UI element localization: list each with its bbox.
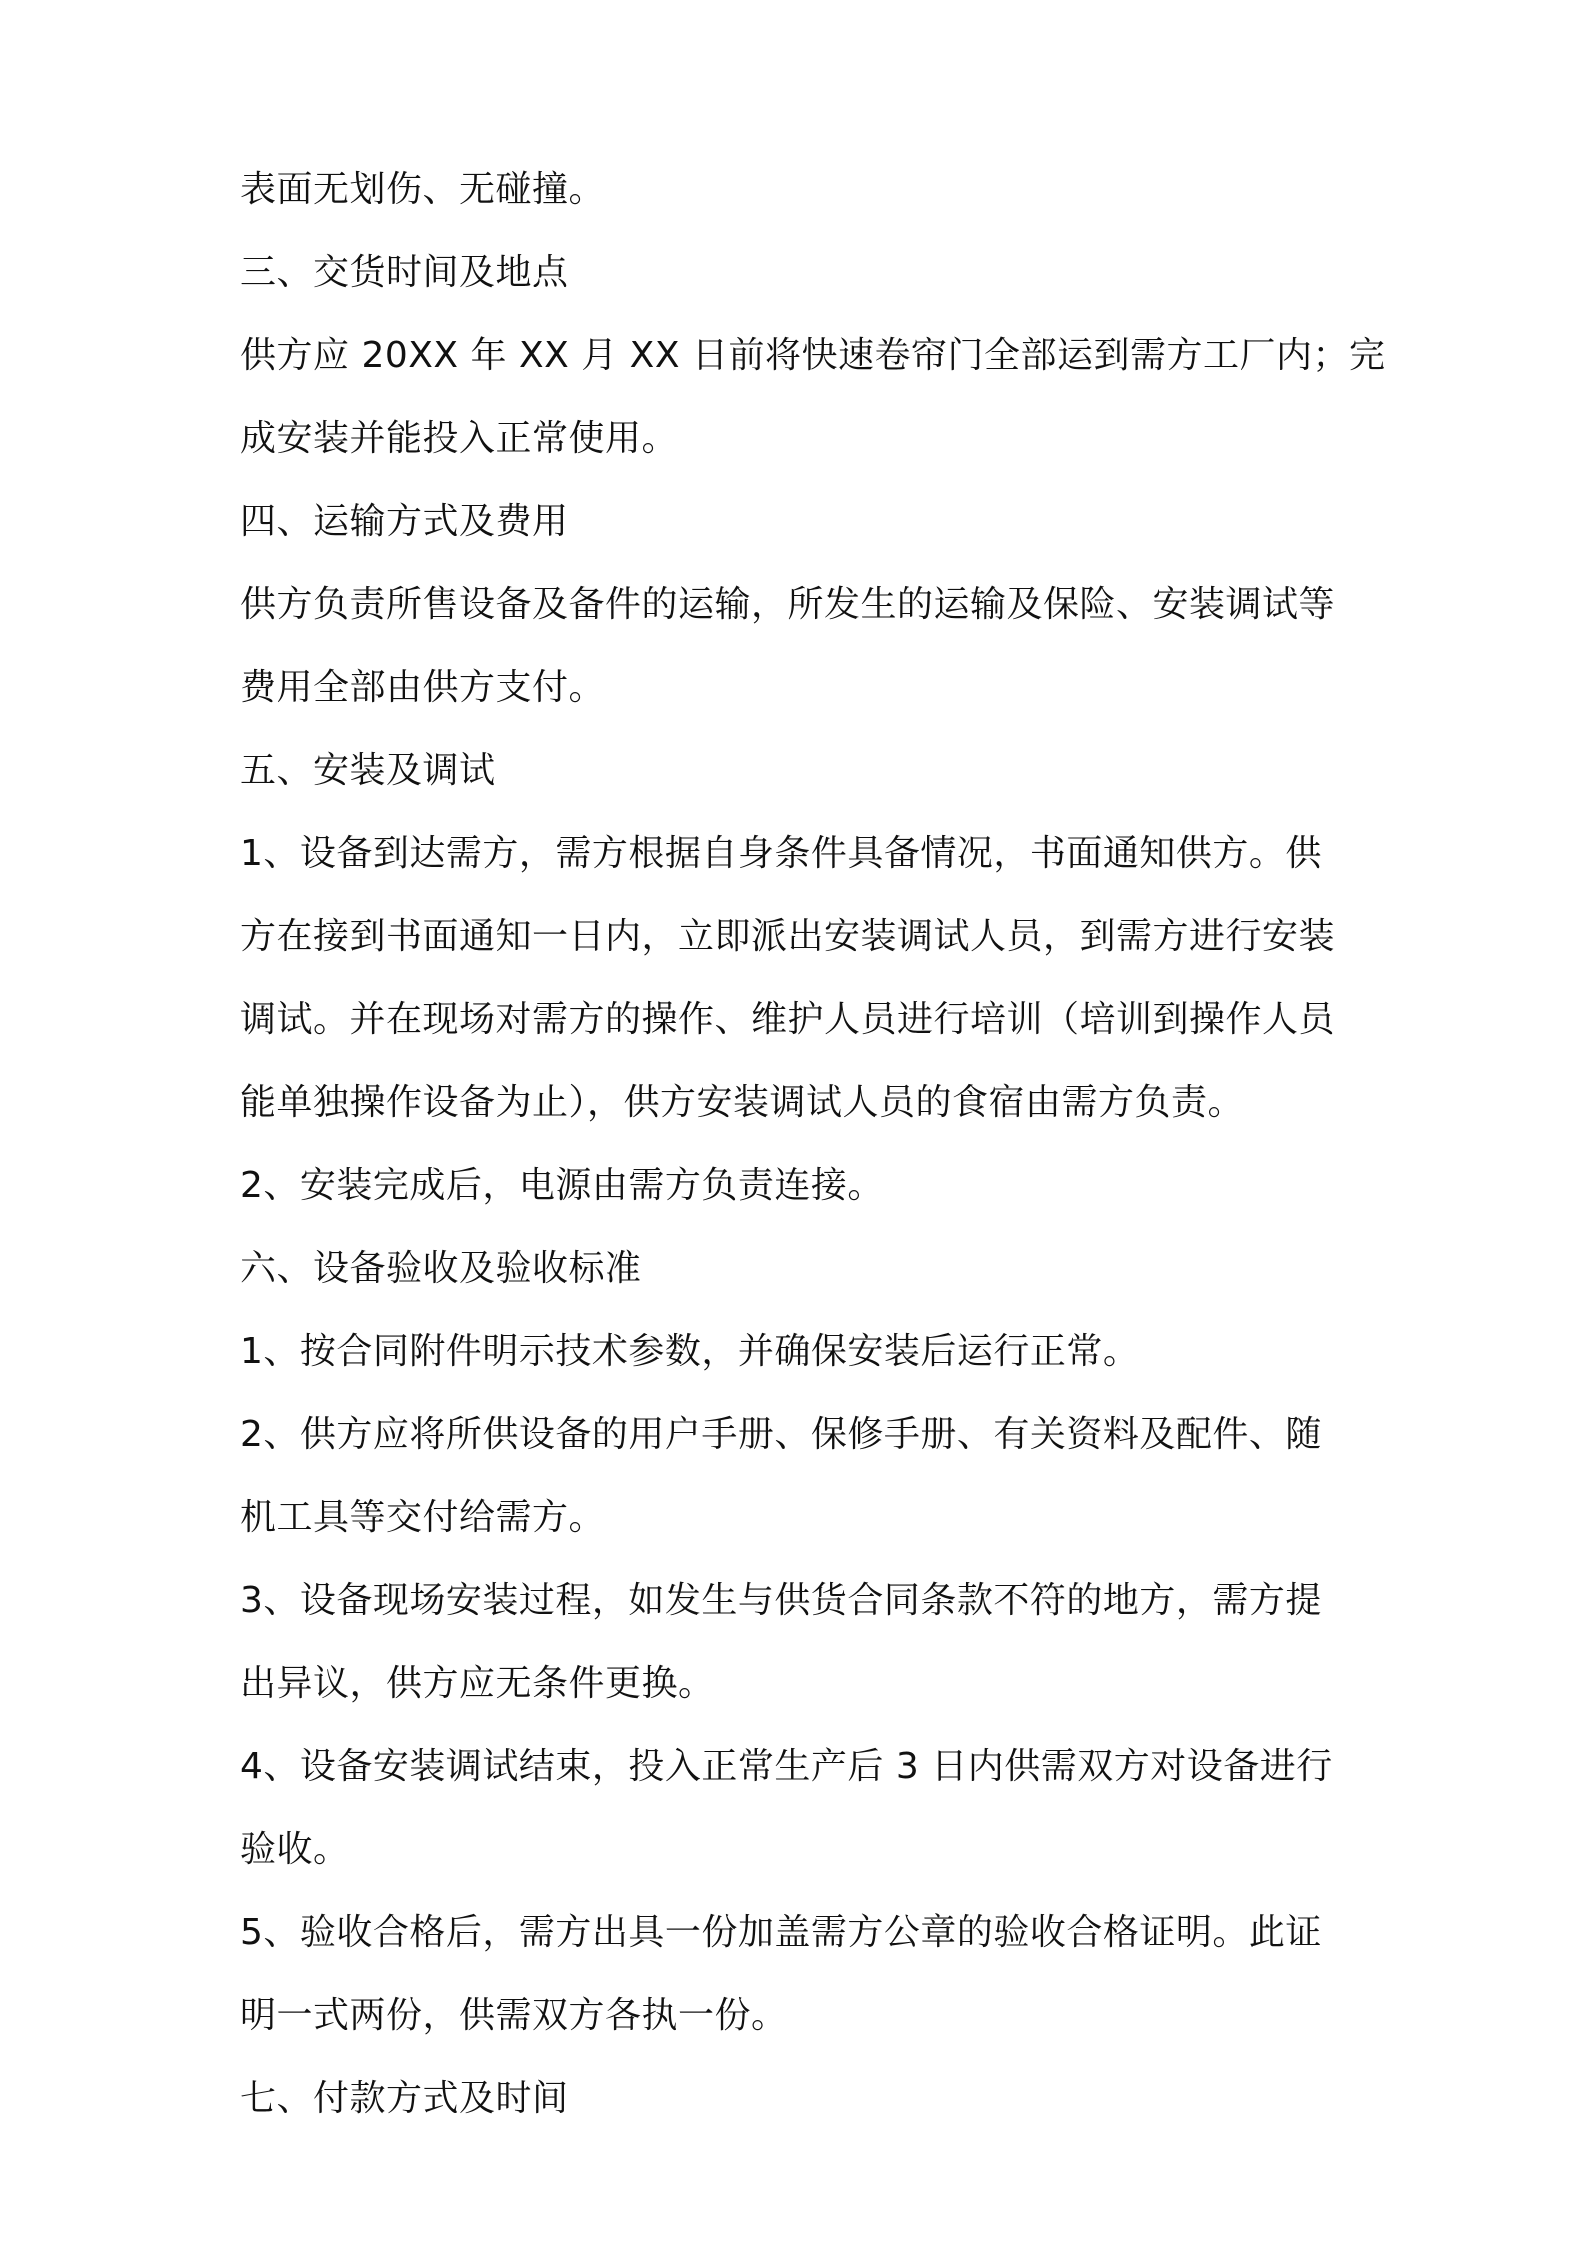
text-line: 能单独操作设备为止），供方安装调试人员的食宿由需方负责。 <box>240 1082 1245 1123</box>
text-line: 表面无划伤、无碰撞。 <box>240 169 606 210</box>
text-line: 成安装并能投入正常使用。 <box>240 418 679 459</box>
text-line: 5、验收合格后，需方出具一份加盖需方公章的验收合格证明。此证 <box>240 1912 1322 1953</box>
text-line: 明一式两份，供需双方各执一份。 <box>240 1995 788 2036</box>
text-line: 供方应 20XX 年 XX 月 XX 日前将快速卷帘门全部运到需方工厂内；完 <box>240 335 1386 376</box>
text-line: 3、设备现场安装过程，如发生与供货合同条款不符的地方，需方提 <box>240 1580 1322 1621</box>
document-body <box>240 148 1386 2140</box>
text-line: 1、按合同附件明示技术参数，并确保安装后运行正常。 <box>240 1331 1140 1372</box>
text-line: 调试。并在现场对需方的操作、维护人员进行培训（培训到操作人员 <box>240 999 1336 1040</box>
text-line: 供方负责所售设备及备件的运输，所发生的运输及保险、安装调试等 <box>240 584 1336 625</box>
section-heading: 三、交货时间及地点 <box>240 252 569 293</box>
text-line: 方在接到书面通知一日内，立即派出安装调试人员，到需方进行安装 <box>240 916 1336 957</box>
text-line: 2、供方应将所供设备的用户手册、保修手册、有关资料及配件、随 <box>240 1414 1322 1455</box>
text-line: 1、设备到达需方，需方根据自身条件具备情况，书面通知供方。供 <box>240 833 1322 874</box>
text-line: 4、设备安装调试结束，投入正常生产后 3 日内供需双方对设备进行 <box>240 1746 1333 1787</box>
section-heading: 六、设备验收及验收标准 <box>240 1248 642 1289</box>
text-line: 费用全部由供方支付。 <box>240 667 606 708</box>
section-heading: 四、运输方式及费用 <box>240 501 569 542</box>
section-heading: 七、付款方式及时间 <box>240 2078 569 2119</box>
text-line: 验收。 <box>240 1829 350 1870</box>
text-line: 机工具等交付给需方。 <box>240 1497 606 1538</box>
text-line: 出异议，供方应无条件更换。 <box>240 1663 715 1704</box>
text-line: 2、安装完成后，电源由需方负责连接。 <box>240 1165 884 1206</box>
section-heading: 五、安装及调试 <box>240 750 496 791</box>
